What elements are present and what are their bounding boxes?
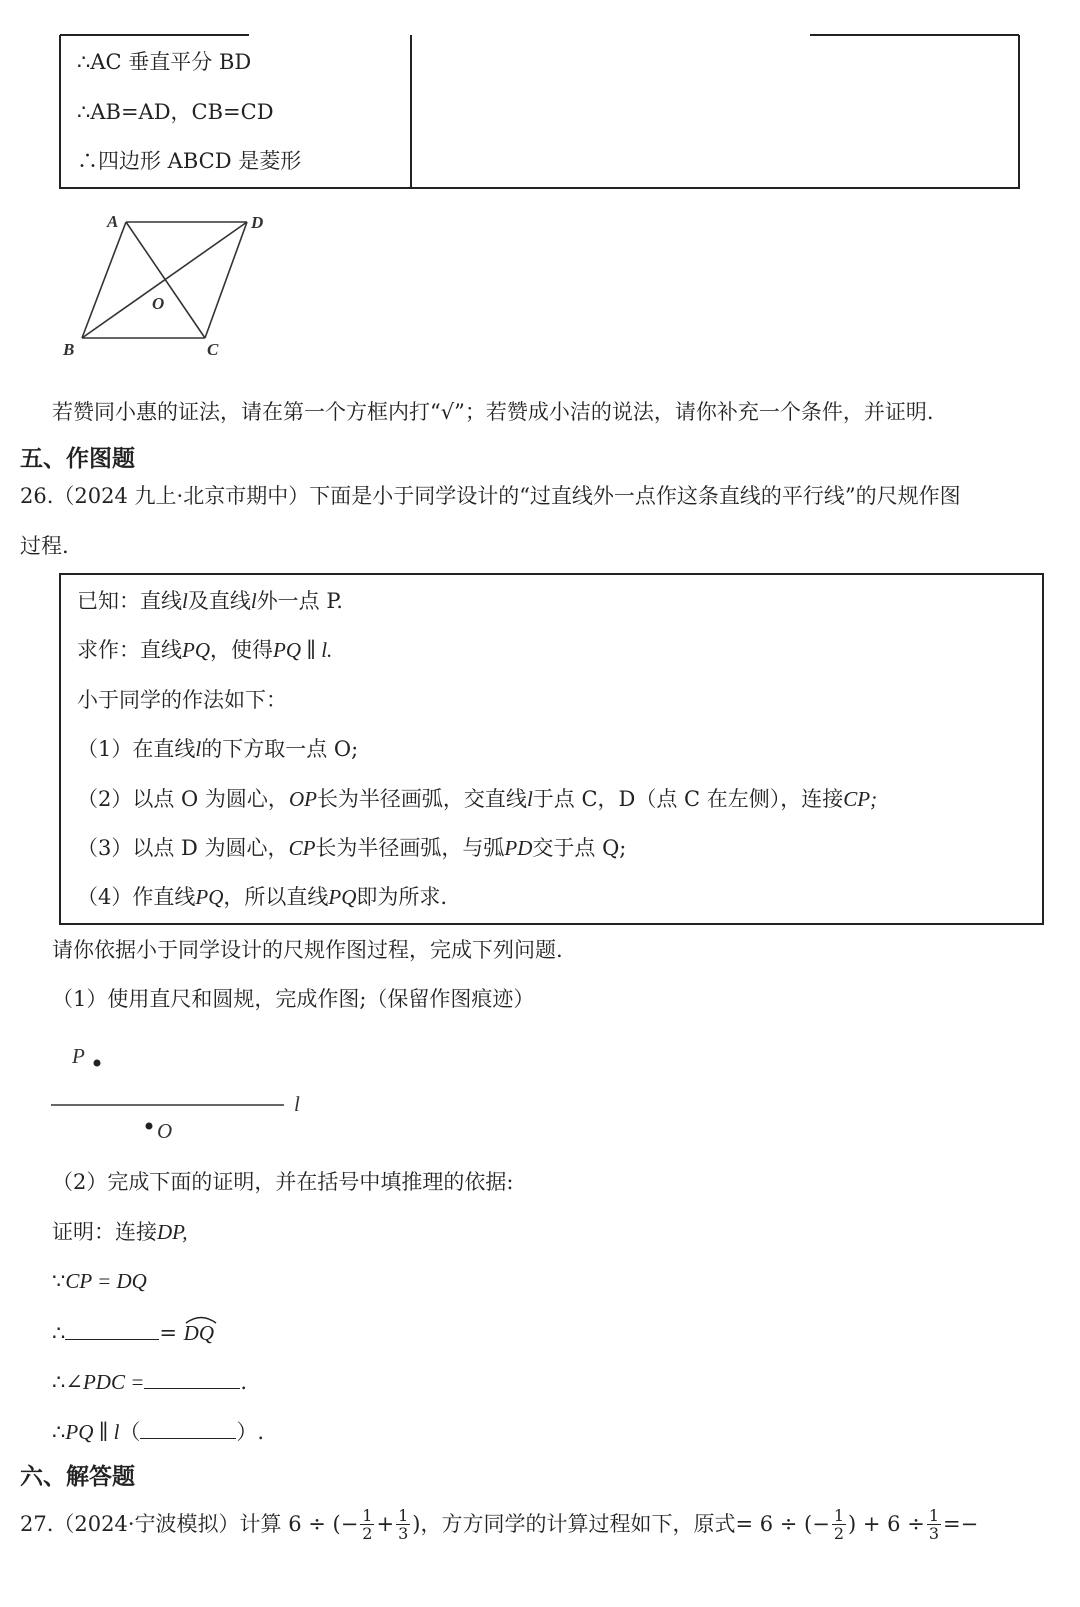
- line-l-label: l: [294, 1092, 300, 1116]
- q26-part2: （2）完成下面的证明，并在括号中填推理的依据:: [52, 1170, 514, 1194]
- section-5-heading: 五、作图题: [20, 446, 135, 472]
- q26-intro-line2: 过程.: [20, 534, 69, 558]
- blank-2[interactable]: [144, 1366, 240, 1389]
- known-line: 已知：直线l及直线l外一点 P.: [77, 589, 343, 613]
- table-line-3: ∴四边形 ABCD 是菱形: [77, 149, 302, 173]
- q26-prompt: 请你依据小于同学设计的尺规作图过程，完成下列问题.: [52, 938, 563, 962]
- method-line: 小于同学的作法如下：: [77, 688, 287, 712]
- construction-steps-box: [59, 573, 1044, 925]
- instruction-text: 若赞同小惠的证法，请在第一个方框内打“√”；若赞成小洁的说法，请你补充一个条件，并证明.: [52, 400, 934, 424]
- proof-line-1: 证明：连接DP,: [52, 1220, 188, 1244]
- proof-line-5: ∴PQ ∥ l（ ）.: [52, 1416, 264, 1446]
- step-2: （2）以点 O 为圆心，OP长为半径画弧，交直线l于点 C，D（点 C 在左侧），连接CP;: [77, 787, 878, 811]
- q26-intro-line1: 26.（2024 九上·北京市期中）下面是小于同学设计的“过直线外一点作这条直线的平行线”的尺规作图: [20, 484, 961, 508]
- section-6-heading: 六、解答题: [20, 1464, 135, 1490]
- point-P-label: P: [72, 1044, 85, 1068]
- blank-3[interactable]: [140, 1416, 236, 1439]
- fraction-4: $\frac{1}{3}$: [928, 1505, 939, 1543]
- proof-line-3: ∴ = DQ: [52, 1317, 214, 1347]
- rhombus-figure: [55, 205, 285, 365]
- arc-DQ: DQ: [184, 1319, 214, 1347]
- fraction-2: $\frac{1}{3}$: [398, 1505, 409, 1543]
- construction-figure: [45, 1035, 325, 1150]
- label-B: B: [63, 340, 75, 359]
- label-A: A: [107, 212, 119, 231]
- point-P-dot: [94, 1060, 101, 1067]
- proof-line-2: ∵CP = DQ: [52, 1269, 147, 1293]
- q27-line: 27.（2024·宁波模拟）计算 6 ÷ (− $\frac{1}{2}$ + $\frac{1}{3}$ )，方方同学的计算过程如下，原式= 6 ÷ (− $\frac{1}{2}$ ) + 6 ÷ $\frac{1}{3}$ =−: [20, 1505, 979, 1543]
- label-D: D: [251, 213, 264, 232]
- label-C: C: [207, 340, 219, 359]
- table-line-2: ∴AB=AD，CB=CD: [77, 100, 274, 124]
- point-O-dot: [146, 1123, 153, 1130]
- step-1: （1）在直线l的下方取一点 O;: [77, 737, 359, 761]
- blank-1[interactable]: [65, 1317, 159, 1340]
- table-line-1: ∴AC 垂直平分 BD: [77, 50, 252, 74]
- q26-part1: （1）使用直尺和圆规，完成作图;（保留作图痕迹）: [52, 987, 535, 1011]
- top-table: [59, 33, 1020, 190]
- fraction-1: $\frac{1}{2}$: [362, 1505, 373, 1543]
- proof-line-4: ∴∠PDC = .: [52, 1366, 247, 1396]
- step-4: （4）作直线PQ，所以直线PQ即为所求.: [77, 885, 448, 909]
- seek-line: 求作：直线PQ，使得PQ ∥ l.: [77, 638, 333, 662]
- fraction-3: $\frac{1}{2}$: [833, 1505, 845, 1543]
- point-O-label: O: [157, 1119, 173, 1143]
- step-3: （3）以点 D 为圆心，CP长为半径画弧，与弧PD交于点 Q;: [77, 836, 627, 860]
- label-O: O: [152, 294, 165, 313]
